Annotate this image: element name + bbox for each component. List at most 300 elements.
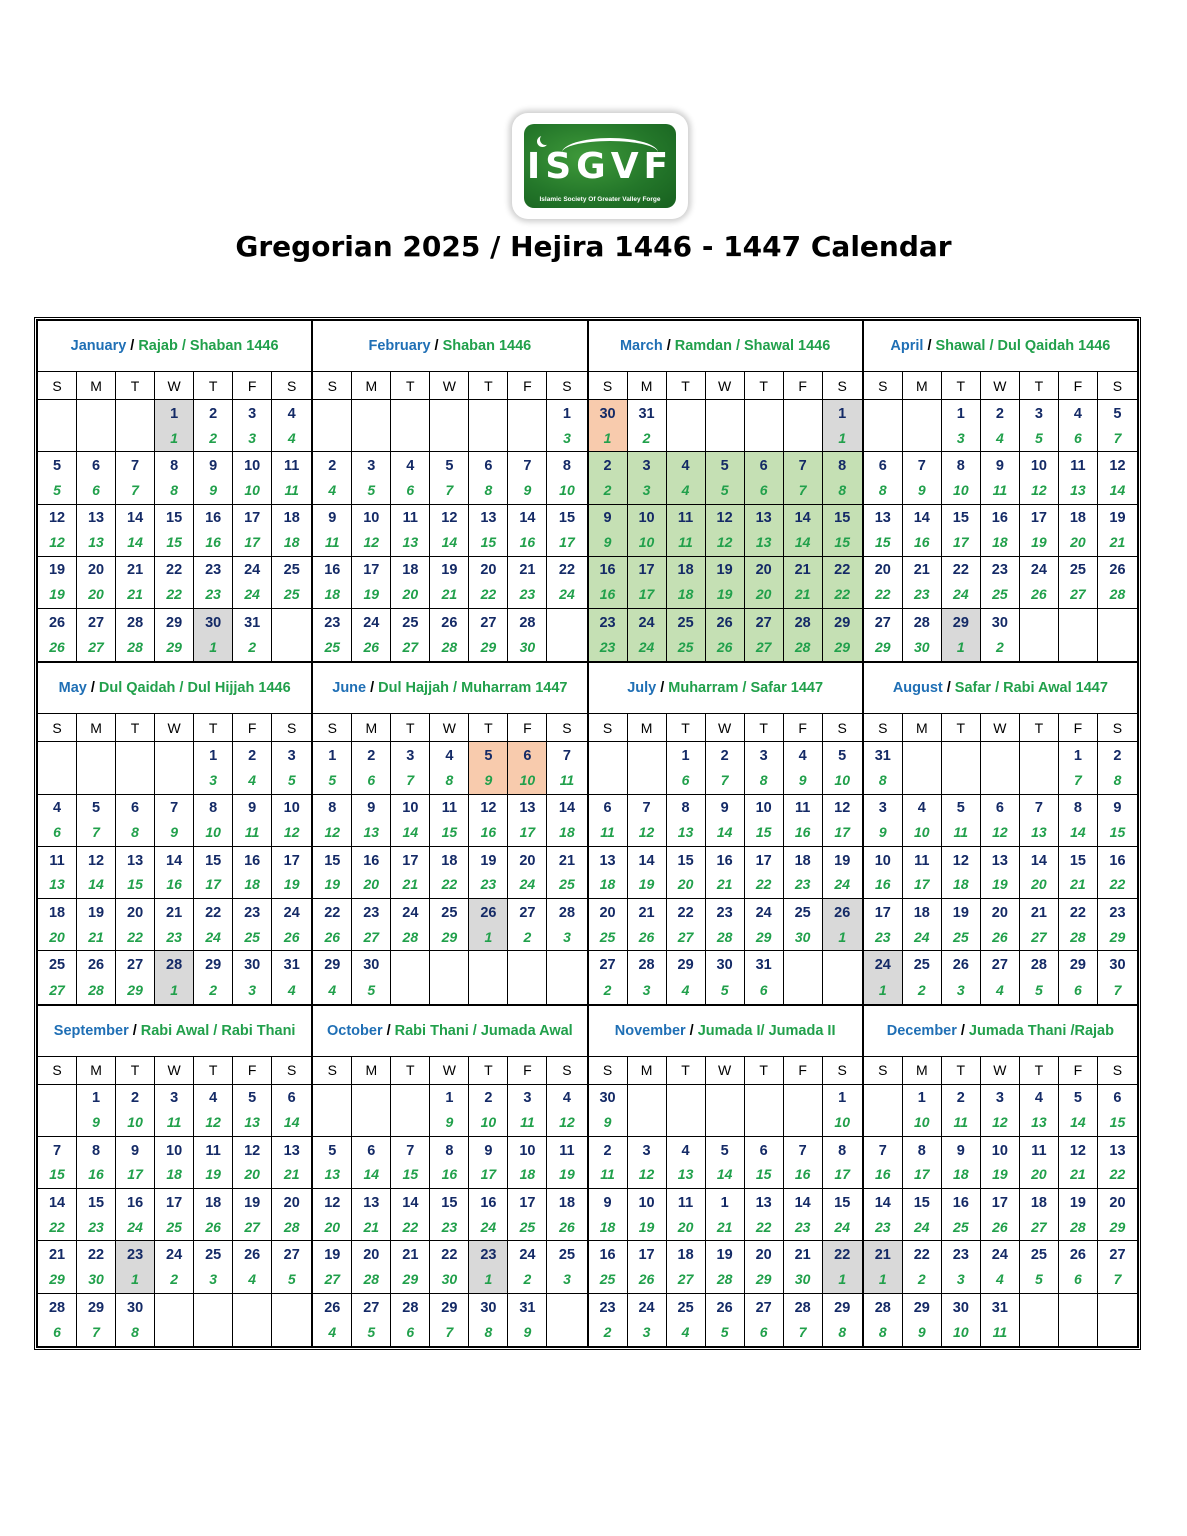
- hijri-day: 13: [677, 1166, 694, 1183]
- gregorian-day: 2: [956, 1090, 965, 1107]
- day-cell: [745, 899, 784, 950]
- hijri-day: 1: [878, 1271, 887, 1288]
- gregorian-day: 7: [798, 1142, 807, 1159]
- hijri-day: 24: [519, 876, 536, 893]
- day-cell: [508, 1137, 547, 1188]
- day-cell: [823, 742, 862, 793]
- gregorian-day: 16: [244, 852, 261, 869]
- hijri-day: 18: [953, 876, 969, 893]
- gregorian-day: 6: [287, 1090, 296, 1107]
- hijri-day: 14: [441, 534, 458, 551]
- hijri-day: 27: [49, 981, 65, 998]
- gregorian-day: 1: [92, 1090, 101, 1107]
- day-cell: [77, 609, 116, 661]
- day-cell: [547, 1241, 586, 1292]
- empty-day-cell: [784, 400, 823, 451]
- day-cell: [313, 609, 352, 661]
- gregorian-day: 22: [677, 904, 694, 921]
- day-cell: [430, 1085, 469, 1136]
- gregorian-day: 1: [445, 1090, 454, 1107]
- hijri-day: 13: [49, 876, 65, 893]
- day-cell: [981, 1294, 1020, 1346]
- day-cell: [272, 1241, 311, 1292]
- weekday-label: W: [706, 1057, 745, 1084]
- month-march: [588, 320, 863, 662]
- month-header: [38, 1006, 311, 1057]
- hijri-day: 13: [402, 534, 419, 551]
- week-row: [38, 742, 311, 794]
- hijri-day: 22: [49, 1218, 65, 1235]
- weekday-label: T: [391, 1057, 430, 1084]
- day-cell: [981, 899, 1020, 950]
- gregorian-day: 22: [834, 562, 851, 579]
- hijri-day: 16: [794, 1166, 811, 1183]
- day-cell: [942, 1241, 981, 1292]
- day-cell: [38, 1137, 77, 1188]
- weeks: [589, 1085, 862, 1346]
- day-cell: [38, 452, 77, 503]
- gregorian-day: 17: [1030, 510, 1047, 527]
- day-cell: [391, 847, 430, 898]
- gregorian-day: 17: [283, 852, 300, 869]
- weekday-label: S: [589, 372, 628, 399]
- weekday-label: T: [942, 372, 981, 399]
- empty-day-cell: [706, 1085, 745, 1136]
- day-cell: [272, 742, 311, 793]
- day-cell: [1020, 557, 1059, 608]
- gregorian-day: 30: [1109, 957, 1126, 974]
- hijri-day: 23: [205, 586, 221, 603]
- gregorian-day: 28: [1030, 957, 1047, 974]
- hijri-day: 2: [917, 981, 926, 998]
- hijri-day: 19: [283, 876, 300, 893]
- day-cell: [194, 1137, 233, 1188]
- hijri-day: 14: [1070, 1114, 1086, 1131]
- hijri-day: 15: [1109, 824, 1126, 841]
- weekday-header-row: [589, 372, 862, 400]
- gregorian-day: 26: [324, 1299, 341, 1316]
- day-cell: [745, 1241, 784, 1292]
- hijri-day: 20: [1031, 1166, 1047, 1183]
- gregorian-day: 1: [838, 405, 847, 422]
- hijri-day: 3: [209, 771, 218, 788]
- hijri-day: 16: [88, 1166, 104, 1183]
- hijri-day: 17: [127, 1166, 143, 1183]
- weekday-label: F: [784, 372, 823, 399]
- gregorian-day: 2: [1113, 748, 1122, 765]
- hijri-day: 24: [834, 876, 850, 893]
- hijri-day: 25: [244, 928, 260, 945]
- weekday-label: T: [1020, 714, 1059, 741]
- gregorian-day: 12: [441, 510, 458, 527]
- day-cell: [1020, 1189, 1059, 1240]
- gregorian-day: 4: [917, 800, 926, 817]
- week-row: [864, 847, 1137, 899]
- day-cell: [391, 1241, 430, 1292]
- day-cell: [272, 795, 311, 846]
- gregorian-day: 10: [991, 1142, 1008, 1159]
- day-cell: [823, 505, 862, 556]
- hijri-day: 20: [1070, 534, 1086, 551]
- logo-text: ISGVF: [526, 146, 674, 187]
- gregorian-day: 17: [363, 562, 380, 579]
- weekday-label: S: [837, 1062, 847, 1079]
- day-cell: [194, 795, 233, 846]
- gregorian-day: 26: [1109, 562, 1126, 579]
- gregorian-day: 30: [205, 615, 222, 631]
- weekday-label: S: [1112, 1062, 1123, 1079]
- weekday-label: S: [287, 1062, 297, 1079]
- hijri-day: 5: [367, 981, 376, 998]
- hijri-day: 15: [1109, 1114, 1126, 1131]
- hijri-day: 13: [677, 824, 694, 841]
- day-cell: [667, 1137, 706, 1188]
- gregorian-day: 10: [755, 800, 772, 817]
- hijri-day: 1: [838, 928, 847, 945]
- day-cell: [1098, 1241, 1137, 1292]
- day-cell: [981, 452, 1020, 503]
- hijri-day: 17: [834, 1166, 850, 1183]
- hijri-day: 10: [834, 1114, 850, 1131]
- hijri-day: 15: [441, 824, 458, 841]
- hijri-day: 23: [794, 876, 811, 893]
- gregorian-day: 19: [324, 1247, 341, 1264]
- hijri-day: 2: [603, 981, 612, 998]
- hijri-month-name: Shawal / Dul Qaidah 1446: [935, 338, 1111, 354]
- hijri-day: 24: [638, 639, 655, 656]
- gregorian-day: 9: [209, 457, 218, 474]
- gregorian-day: 17: [402, 852, 419, 869]
- empty-day-cell: [784, 951, 823, 1003]
- day-cell: [1059, 1189, 1098, 1240]
- day-cell: [589, 795, 628, 846]
- hijri-day: 22: [402, 1218, 419, 1235]
- hijri-day: 28: [794, 639, 811, 656]
- empty-day-cell: [1020, 742, 1059, 793]
- week-row: [313, 795, 586, 847]
- hijri-day: 8: [131, 1324, 139, 1341]
- gregorian-day: 21: [127, 562, 144, 579]
- weekday-header-row: [313, 714, 586, 742]
- day-cell: [194, 951, 233, 1003]
- day-cell: [1098, 795, 1137, 846]
- gregorian-day: 11: [1031, 1142, 1047, 1159]
- day-cell: [430, 505, 469, 556]
- day-cell: [77, 795, 116, 846]
- hijri-day: 13: [363, 824, 380, 841]
- gregorian-day: 20: [874, 562, 891, 579]
- hijri-day: 14: [402, 824, 419, 841]
- gregorian-day: 22: [913, 1247, 930, 1264]
- day-cell: [469, 795, 508, 846]
- day-cell: [823, 1241, 862, 1292]
- day-cell: [547, 452, 586, 503]
- weekday-label: S: [864, 1057, 903, 1084]
- week-row: [38, 1189, 311, 1241]
- day-cell: [942, 609, 981, 661]
- hijri-day: 8: [838, 1324, 847, 1341]
- weekday-label: S: [313, 1057, 352, 1084]
- header-separator: /: [689, 1022, 694, 1039]
- gregorian-day: 6: [603, 800, 612, 817]
- day-cell: [864, 1294, 903, 1346]
- empty-day-cell: [155, 742, 194, 793]
- empty-day-cell: [667, 400, 706, 451]
- gregorian-day: 18: [283, 510, 300, 527]
- gregorian-day: 20: [363, 1247, 380, 1264]
- weekday-header-row: [38, 372, 311, 400]
- hijri-day: 11: [678, 534, 693, 551]
- empty-day-cell: [667, 1085, 706, 1136]
- week-row: [864, 951, 1137, 1003]
- day-cell: [942, 400, 981, 451]
- day-cell: [1059, 951, 1098, 1003]
- day-cell: [589, 609, 628, 661]
- hijri-day: 26: [992, 1218, 1008, 1235]
- gregorian-day: 1: [917, 1090, 926, 1107]
- day-cell: [981, 505, 1020, 556]
- week-row: [864, 505, 1137, 557]
- hijri-day: 4: [328, 981, 337, 998]
- hijri-day: 30: [88, 1271, 104, 1288]
- gregorian-day: 18: [48, 904, 66, 921]
- day-cell: [864, 951, 903, 1003]
- hijri-day: 4: [995, 429, 1004, 446]
- weekday-label: M: [903, 1057, 942, 1084]
- day-cell: [745, 557, 784, 608]
- gregorian-day: 19: [48, 562, 66, 579]
- hijri-day: 11: [520, 1114, 535, 1131]
- day-cell: [38, 505, 77, 556]
- hijri-day: 16: [480, 824, 497, 841]
- hijri-day: 2: [917, 1271, 926, 1288]
- day-cell: [38, 609, 77, 661]
- gregorian-day: 10: [283, 800, 300, 817]
- hijri-day: 10: [914, 1114, 930, 1131]
- gregorian-day: 27: [599, 957, 616, 974]
- week-row: [313, 557, 586, 609]
- hijri-day: 27: [324, 1271, 341, 1288]
- hijri-day: 14: [127, 534, 143, 551]
- hijri-day: 12: [992, 1114, 1008, 1131]
- gregorian-day: 26: [87, 957, 105, 974]
- hijri-day: 15: [755, 824, 772, 841]
- hijri-day: 18: [559, 824, 575, 841]
- gregorian-day: 17: [638, 1247, 655, 1264]
- hijri-day: 10: [953, 1324, 969, 1341]
- gregorian-day: 31: [244, 615, 261, 631]
- hijri-day: 11: [284, 481, 299, 498]
- day-cell: [233, 1085, 272, 1136]
- hijri-day: 21: [716, 876, 733, 893]
- weeks: [864, 1085, 1137, 1346]
- hijri-day: 1: [956, 639, 965, 656]
- day-cell: [38, 951, 77, 1003]
- hijri-day: 26: [324, 928, 341, 945]
- empty-day-cell: [864, 1085, 903, 1136]
- gregorian-day: 22: [166, 562, 183, 579]
- day-cell: [116, 847, 155, 898]
- hijri-day: 9: [484, 771, 493, 788]
- day-cell: [38, 557, 77, 608]
- day-cell: [272, 847, 311, 898]
- gregorian-month-name: September: [53, 1022, 129, 1039]
- day-cell: [194, 557, 233, 608]
- day-cell: [1059, 1137, 1098, 1188]
- day-cell: [745, 951, 784, 1003]
- day-cell: [352, 505, 391, 556]
- gregorian-day: 25: [913, 957, 930, 974]
- day-cell: [1098, 1189, 1137, 1240]
- gregorian-day: 5: [52, 457, 62, 474]
- day-cell: [155, 557, 194, 608]
- hijri-day: 23: [874, 928, 891, 945]
- day-cell: [352, 1189, 391, 1240]
- hijri-day: 25: [324, 639, 341, 656]
- hijri-day: 16: [794, 824, 811, 841]
- day-cell: [823, 1137, 862, 1188]
- day-cell: [194, 847, 233, 898]
- day-cell: [233, 452, 272, 503]
- hijri-day: 6: [1074, 981, 1082, 998]
- gregorian-day: 14: [127, 510, 144, 527]
- day-cell: [1059, 847, 1098, 898]
- day-cell: [77, 899, 116, 950]
- hijri-day: 20: [1031, 876, 1047, 893]
- hijri-day: 23: [441, 1218, 458, 1235]
- gregorian-day: 19: [716, 562, 733, 579]
- day-cell: [508, 899, 547, 950]
- hijri-day: 10: [519, 771, 536, 788]
- hijri-day: 20: [244, 1166, 260, 1183]
- hijri-day: 28: [402, 928, 419, 945]
- hijri-day: 8: [878, 481, 887, 498]
- hijri-day: 11: [166, 1114, 182, 1131]
- gregorian-day: 31: [638, 405, 655, 422]
- weeks: [38, 1085, 311, 1346]
- hijri-day: 27: [677, 928, 694, 945]
- day-cell: [667, 951, 706, 1003]
- day-cell: [77, 1085, 116, 1136]
- gregorian-day: 17: [638, 562, 655, 579]
- day-cell: [155, 1241, 194, 1292]
- hijri-day: 30: [441, 1271, 458, 1288]
- hijri-day: 13: [1031, 1114, 1047, 1131]
- day-cell: [313, 1137, 352, 1188]
- day-cell: [628, 1189, 667, 1240]
- empty-day-cell: [547, 951, 586, 1003]
- gregorian-day: 15: [1069, 852, 1086, 869]
- hijri-day: 3: [642, 1324, 651, 1341]
- day-cell: [272, 1137, 311, 1188]
- hijri-day: 20: [49, 928, 65, 945]
- hijri-day: 7: [1113, 1271, 1122, 1288]
- day-cell: [903, 899, 942, 950]
- hijri-day: 19: [324, 876, 341, 893]
- gregorian-day: 18: [913, 904, 930, 921]
- day-cell: [391, 899, 430, 950]
- day-cell: [547, 1189, 586, 1240]
- gregorian-day: 16: [363, 852, 380, 869]
- gregorian-day: 24: [874, 957, 891, 974]
- day-cell: [1098, 742, 1137, 793]
- gregorian-day: 6: [878, 457, 887, 474]
- hijri-day: 15: [480, 534, 497, 551]
- hijri-day: 30: [914, 639, 930, 656]
- day-cell: [272, 1085, 311, 1136]
- hijri-day: 20: [677, 876, 694, 893]
- header-separator: /: [927, 338, 932, 354]
- weekday-label: T: [942, 1057, 981, 1084]
- hijri-day: 24: [480, 1218, 497, 1235]
- weekday-label: T: [391, 714, 430, 741]
- day-cell: [981, 1137, 1020, 1188]
- hijri-day: 26: [283, 928, 300, 945]
- day-cell: [784, 1189, 823, 1240]
- gregorian-day: 17: [166, 1194, 183, 1211]
- gregorian-day: 5: [248, 1090, 257, 1107]
- gregorian-day: 29: [441, 1299, 458, 1316]
- weekday-label: W: [155, 372, 194, 399]
- gregorian-day: 22: [952, 562, 969, 579]
- hijri-day: 3: [642, 481, 651, 498]
- hijri-day: 26: [49, 639, 65, 656]
- weekday-label: S: [1112, 719, 1123, 736]
- day-cell: [1059, 505, 1098, 556]
- day-cell: [903, 1189, 942, 1240]
- day-cell: [706, 557, 745, 608]
- week-row: [589, 847, 862, 899]
- hijri-day: 24: [914, 928, 930, 945]
- week-row: [313, 400, 586, 452]
- gregorian-day: 26: [716, 615, 733, 631]
- empty-day-cell: [38, 400, 77, 451]
- day-cell: [430, 452, 469, 503]
- day-cell: [589, 847, 628, 898]
- gregorian-day: 12: [87, 852, 105, 869]
- day-cell: [942, 1137, 981, 1188]
- empty-day-cell: [77, 400, 116, 451]
- day-cell: [1059, 1085, 1098, 1136]
- gregorian-day: 30: [363, 957, 380, 974]
- hijri-day: 24: [244, 586, 260, 603]
- weekday-label: S: [837, 377, 847, 394]
- gregorian-day: 6: [995, 800, 1004, 817]
- day-cell: [469, 1085, 508, 1136]
- hijri-day: 24: [205, 928, 221, 945]
- hijri-day: 3: [956, 981, 965, 998]
- week-row: [864, 557, 1137, 609]
- day-cell: [1020, 899, 1059, 950]
- day-cell: [1059, 742, 1098, 793]
- gregorian-day: 20: [519, 852, 536, 869]
- weekday-header-row: [38, 714, 311, 742]
- page-title: Gregorian 2025 / Hejira 1446 - 1447 Calendar: [235, 230, 952, 263]
- hijri-day: 15: [834, 534, 850, 551]
- empty-day-cell: [1098, 609, 1137, 661]
- gregorian-day: 8: [1073, 800, 1082, 817]
- day-cell: [903, 951, 942, 1003]
- day-cell: [313, 899, 352, 950]
- hijri-day: 30: [794, 1271, 811, 1288]
- gregorian-day: 10: [244, 457, 261, 474]
- week-row: [38, 1085, 311, 1137]
- weekday-header-row: [313, 372, 586, 400]
- day-cell: [1098, 951, 1137, 1003]
- gregorian-day: 16: [1109, 852, 1126, 869]
- hijri-day: 9: [209, 481, 218, 498]
- day-cell: [784, 1294, 823, 1346]
